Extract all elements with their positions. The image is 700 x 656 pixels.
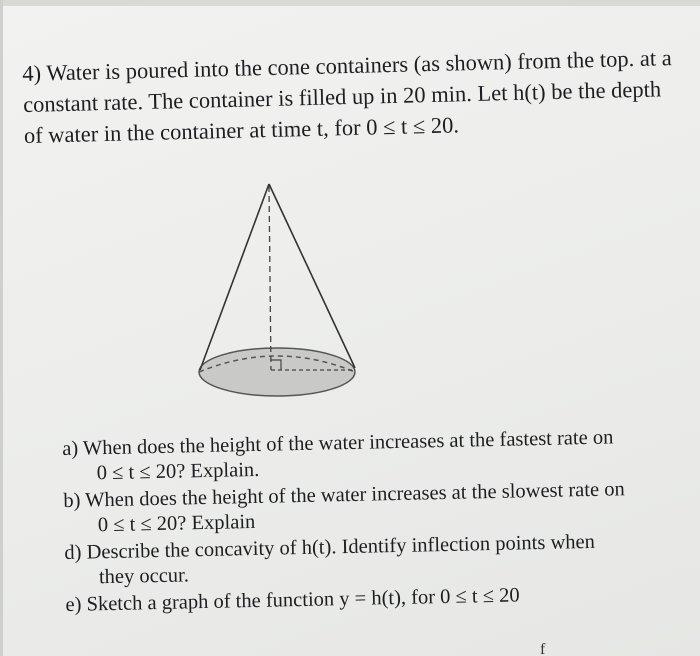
problem-line-2: constant rate. The container is filled up in 20 min. Let h(t) be the depth	[22, 76, 662, 117]
cone-left-side	[200, 184, 269, 370]
problem-statement	[22, 41, 700, 151]
question-d-cont: they occur.	[98, 564, 190, 589]
cone-figure	[195, 176, 365, 406]
cone-base	[199, 348, 355, 396]
question-e-text: e) Sketch a graph of the function y = h(t), for 0 ≤ t ≤ 20	[65, 584, 520, 616]
page-top-shadow	[0, 0, 700, 6]
question-a	[62, 425, 624, 487]
problem-line-3: of water in the container at time t, for 0 ≤ t ≤ 20.	[23, 112, 460, 148]
problem-line-1: 4) Water is poured into the cone containers (as shown) from the top. at a	[22, 45, 672, 86]
cut-off-label: f	[540, 641, 546, 656]
question-a-text: a) When does the height of the water increases at the fastest rate on	[62, 426, 614, 460]
question-b-cont: 0 ≤ t ≤ 20? Explain	[97, 510, 256, 537]
question-d	[64, 529, 626, 591]
cone-icon	[195, 176, 365, 406]
question-b-text: b) When does the height of the water increases at the slowest rate on	[63, 478, 625, 512]
question-b	[63, 477, 625, 539]
question-d-text: d) Describe the concavity of h(t). Identify inflection points when	[64, 530, 596, 564]
question-a-cont: 0 ≤ t ≤ 20? Explain.	[96, 458, 260, 485]
cone-right-side	[269, 184, 355, 368]
question-list	[62, 425, 627, 618]
cone-height-line	[269, 186, 271, 370]
page-left-edge	[0, 0, 3, 656]
